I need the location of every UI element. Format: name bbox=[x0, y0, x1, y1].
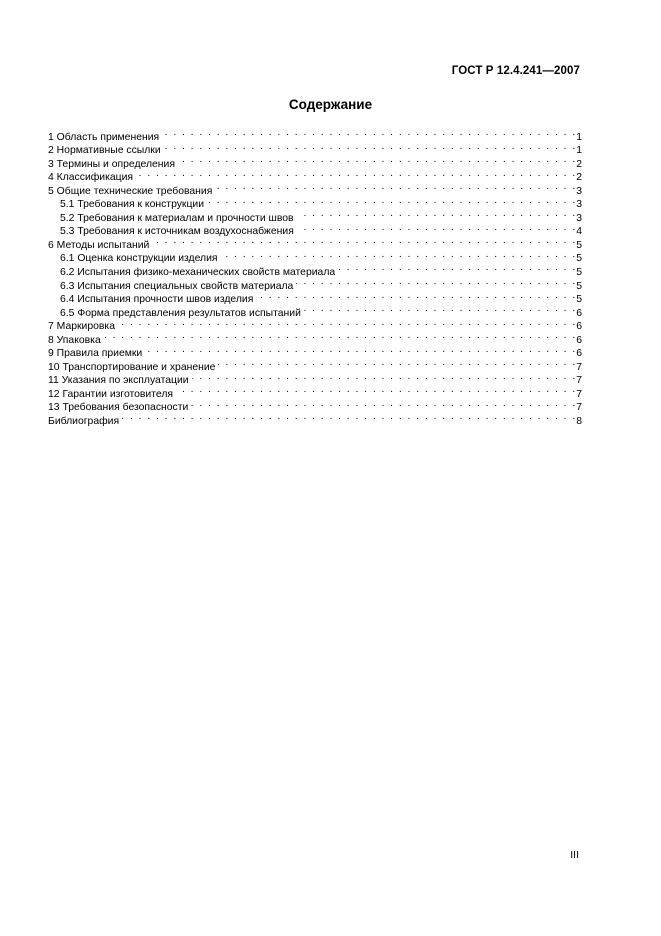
document-code: ГОСТ Р 12.4.241—2007 bbox=[451, 65, 580, 77]
toc-entry-label: 8 Упаковка bbox=[48, 334, 101, 346]
toc-entry-page: 2 bbox=[576, 158, 582, 170]
toc-dot-leader bbox=[297, 207, 576, 221]
toc-entry-label: 7 Маркировка bbox=[48, 321, 115, 333]
toc-entry-page: 3 bbox=[576, 185, 582, 197]
toc-entry-page: 7 bbox=[576, 388, 582, 400]
toc-entry-page: 5 bbox=[576, 239, 582, 251]
toc-dot-leader bbox=[164, 140, 576, 154]
toc-entry-page: 1 bbox=[576, 145, 582, 157]
toc-entry-label: 12 Гарантии изготовителя bbox=[48, 388, 174, 400]
toc-entry-label: 3 Термины и определения bbox=[48, 158, 175, 170]
toc-entry-page: 4 bbox=[576, 226, 582, 238]
toc-entry-page: 3 bbox=[576, 212, 582, 224]
toc-dot-leader bbox=[176, 383, 575, 397]
toc-dot-leader bbox=[296, 275, 575, 289]
toc-entry-page: 3 bbox=[576, 199, 582, 211]
table-of-contents bbox=[48, 126, 582, 428]
toc-entry-page: 6 bbox=[576, 307, 582, 319]
toc-dot-leader bbox=[338, 261, 575, 275]
toc-entry[interactable] bbox=[48, 343, 582, 360]
toc-dot-leader bbox=[192, 370, 576, 384]
toc-entry-page: 7 bbox=[576, 375, 582, 387]
toc-entry[interactable] bbox=[48, 410, 582, 428]
toc-entry-page: 5 bbox=[576, 280, 582, 292]
toc-entry-label: 2 Нормативные ссылки bbox=[48, 145, 161, 157]
toc-entry-page: 8 bbox=[576, 416, 582, 428]
toc-dot-leader bbox=[191, 397, 575, 411]
toc-entry-label: 10 Транспортирование и хранение bbox=[48, 361, 216, 373]
toc-entry-page: 6 bbox=[576, 334, 582, 346]
toc-entry-page: 6 bbox=[576, 321, 582, 333]
toc-dot-leader bbox=[207, 194, 575, 208]
toc-entry-page: 7 bbox=[576, 361, 582, 373]
toc-entry-label: 6 Методы испытаний bbox=[48, 239, 150, 251]
toc-dot-leader bbox=[218, 356, 575, 370]
toc-entry-label: Библиография bbox=[48, 416, 120, 428]
toc-dot-leader bbox=[145, 343, 575, 357]
toc-dot-leader bbox=[162, 126, 575, 140]
toc-dot-leader bbox=[118, 316, 575, 330]
toc-entry[interactable] bbox=[48, 329, 582, 346]
toc-entry-page: 1 bbox=[576, 131, 582, 143]
toc-entry-page: 6 bbox=[576, 348, 582, 360]
toc-dot-leader bbox=[104, 329, 575, 343]
toc-dot-leader bbox=[297, 221, 575, 235]
toc-dot-leader bbox=[256, 289, 575, 303]
toc-entry-label: 6.5 Форма представления результатов испытаний bbox=[60, 307, 301, 319]
toc-dot-leader bbox=[136, 167, 575, 181]
toc-entry-label: 5.3 Требования к источникам воздухоснабжения bbox=[60, 226, 294, 238]
toc-dot-leader bbox=[304, 302, 575, 316]
toc-entry[interactable] bbox=[48, 316, 582, 333]
toc-entry-label: 5.1 Требования к конструкции bbox=[60, 199, 205, 211]
toc-entry-label: 6.4 Испытания прочности швов изделия bbox=[60, 294, 254, 306]
toc-entry[interactable] bbox=[48, 126, 582, 143]
toc-entry-page: 7 bbox=[576, 402, 582, 414]
toc-entry-label: 5 Общие технические требования bbox=[48, 185, 213, 197]
toc-dot-leader bbox=[152, 234, 575, 248]
toc-entry-page: 5 bbox=[576, 253, 582, 265]
toc-entry-label: 4 Классификация bbox=[48, 172, 134, 184]
toc-entry-page: 5 bbox=[576, 267, 582, 279]
toc-title: Содержание bbox=[288, 97, 373, 112]
toc-entry-label: 1 Область применения bbox=[48, 131, 160, 143]
toc-entry-label: 6.3 Испытания специальных свойств материала bbox=[60, 280, 294, 292]
toc-entry-label: 6.1 Оценка конструкции изделия bbox=[60, 253, 218, 265]
toc-entry-label: 13 Требования безопасности bbox=[48, 402, 189, 414]
toc-entry-page: 2 bbox=[576, 172, 582, 184]
toc-dot-leader bbox=[215, 180, 575, 194]
toc-dot-leader bbox=[178, 153, 575, 167]
page-number: III bbox=[570, 849, 579, 861]
toc-entry-page: 5 bbox=[576, 294, 582, 306]
toc-dot-leader bbox=[221, 248, 576, 262]
toc-entry-label: 6.2 Испытания физико-механических свойств материала bbox=[60, 267, 336, 279]
toc-entry-label: 11 Указания по эксплуатации bbox=[48, 375, 189, 387]
toc-entry-label: 5.2 Требования к материалам и прочности швов bbox=[60, 212, 294, 224]
toc-dot-leader bbox=[122, 410, 575, 424]
toc-entry-label: 9 Правила приемки bbox=[48, 348, 143, 360]
